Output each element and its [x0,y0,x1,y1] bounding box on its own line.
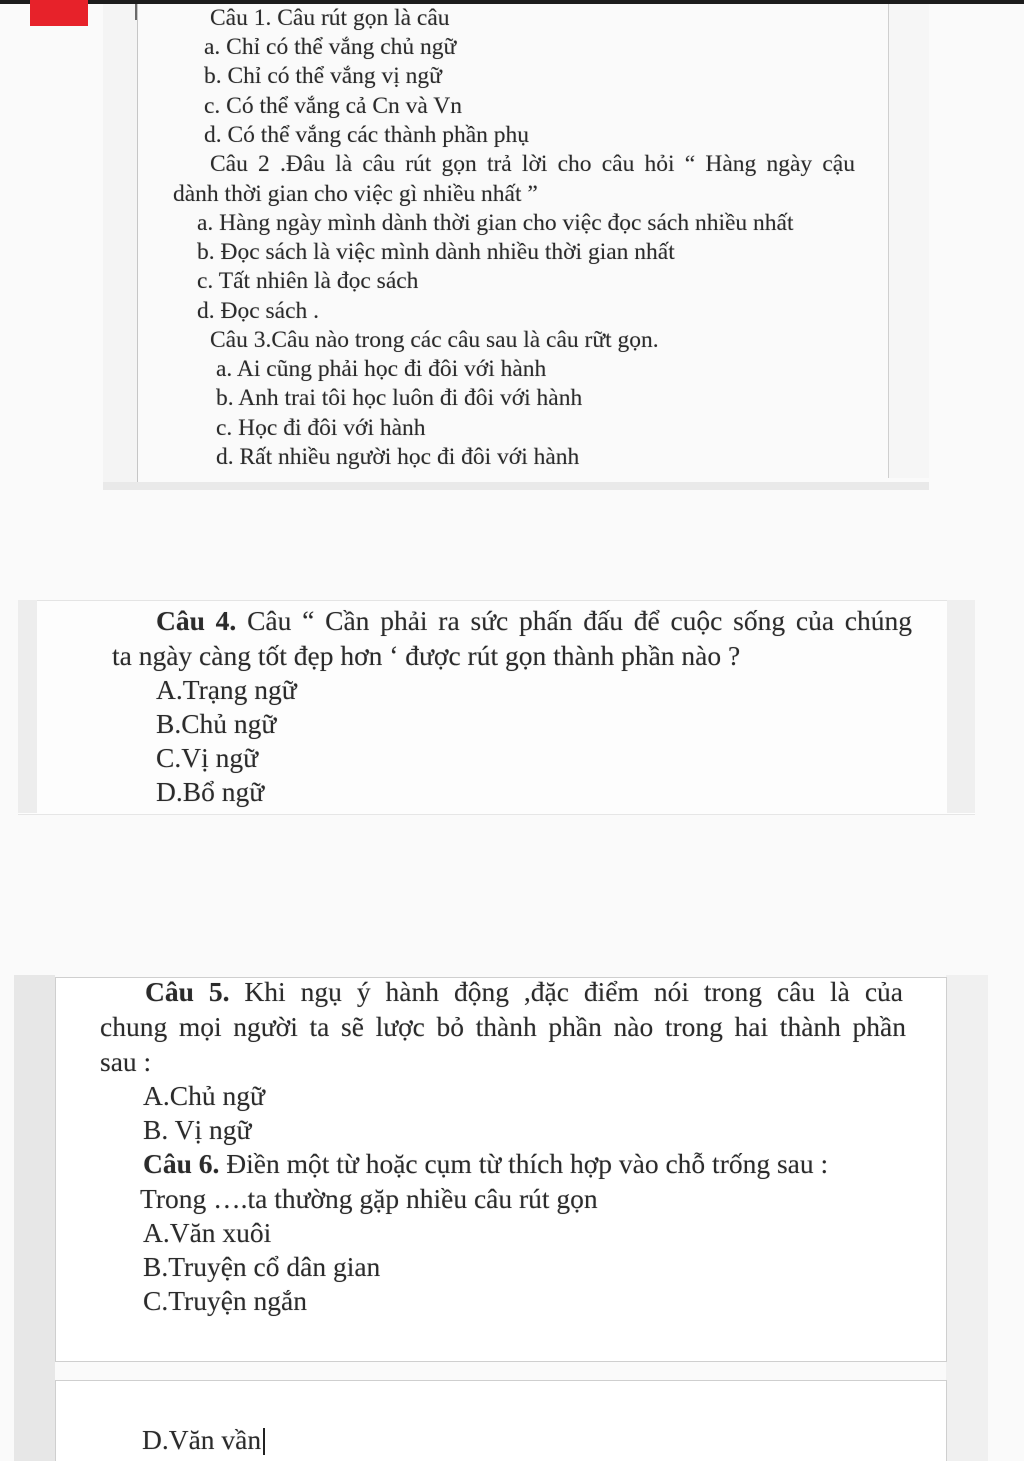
q1-title: Câu 1. Câu rút gọn là câu [210,5,450,31]
q3-option-c: c. Học đi đôi với hành [216,415,426,441]
q4-option-b: B.Chủ ngữ [156,708,277,739]
q6-option-b: B.Truyện cổ dân gian [143,1251,381,1282]
q3-title: Câu 3.Câu nào trong các câu sau là câu rữt gọn. [210,327,659,353]
scan1-bottom-shadow [103,482,929,490]
q6-option-c: C.Truyện ngắn [143,1285,307,1316]
q2-option-b: b. Đọc sách là việc mình dành nhiều thời gian nhất [197,239,675,265]
q6-title-text: Điền một từ hoặc cụm từ thích hợp vào chỗ trống sau : [219,1148,829,1179]
top-black-bar [0,0,1024,4]
q3-option-a: a. Ai cũng phải học đi đôi với hành [216,356,547,382]
q3-option-b: b. Anh trai tôi học luôn đi đôi với hành [216,385,583,411]
q5-number: Câu 5. [145,976,230,1007]
q2-title-line1: Câu 2 .Đâu là câu rút gọn trả lời cho câu hỏi “ Hàng ngày cậu [210,151,855,177]
q4-title-line2: ta ngày càng tốt đẹp hơn ‘ được rút gọn thành phần nào ? [112,640,741,671]
q4-title-text: Câu “ Cần phải ra sức phấn đấu để cuộc sống của chúng [236,605,912,636]
scan1-left-edge-line [135,4,137,20]
q5-option-a: A.Chủ ngữ [143,1080,265,1111]
q1-option-a: a. Chỉ có thể vắng chủ ngữ [204,34,457,60]
q6-fill-line: Trong ….ta thường gặp nhiều câu rút gọn [140,1183,598,1214]
q2-title-line2: dành thời gian cho việc gì nhiều nhất ” [173,181,538,207]
q5-title-line2: chung mọi người ta sẽ lược bỏ thành phần nào trong hai thành phần [100,1011,906,1042]
q4-panel-left-band [18,600,37,813]
q5-card-right-band [946,975,988,1461]
q5-title-line3: sau : [100,1046,152,1077]
q4-number: Câu 4. [156,605,237,636]
q5-title-text: Khi ngụ ý hành động ,đặc điểm nói trong câu là của [229,976,903,1007]
q4-title-line1 [156,605,912,637]
red-marker [30,0,88,26]
answer-d-text: D.Văn vần [142,1424,262,1455]
scan1-right-edge-band [888,4,929,478]
answer-d-line[interactable] [142,1424,265,1456]
q5-card-left-band [14,975,55,1461]
q4-panel-right-band [947,600,975,813]
q3-option-d: d. Rất nhiều người học đi đôi với hành [216,444,580,470]
q1-option-b: b. Chỉ có thể vắng vị ngữ [204,63,442,89]
q6-title [143,1148,828,1180]
q5-option-b: B. Vị ngữ [143,1114,252,1145]
q6-number: Câu 6. [143,1148,220,1179]
q1-option-c: c. Có thể vắng cả Cn và Vn [204,93,463,119]
q4-option-c: C.Vị ngữ [156,742,258,773]
scan1-left-edge-band [103,4,138,488]
q4-option-d: D.Bổ ngữ [156,776,265,807]
q4-option-a: A.Trạng ngữ [156,674,297,705]
q2-option-c: c. Tất nhiên là đọc sách [197,268,419,294]
q1-option-d: d. Có thể vắng các thành phần phụ [204,122,529,148]
q6-option-a: A.Văn xuôi [143,1217,272,1248]
q5-title-line1 [145,976,903,1008]
q2-option-d: d. Đọc sách . [197,298,320,324]
q2-option-a: a. Hàng ngày mình dành thời gian cho việc đọc sách nhiều nhất [197,210,794,236]
text-caret [263,1428,265,1455]
